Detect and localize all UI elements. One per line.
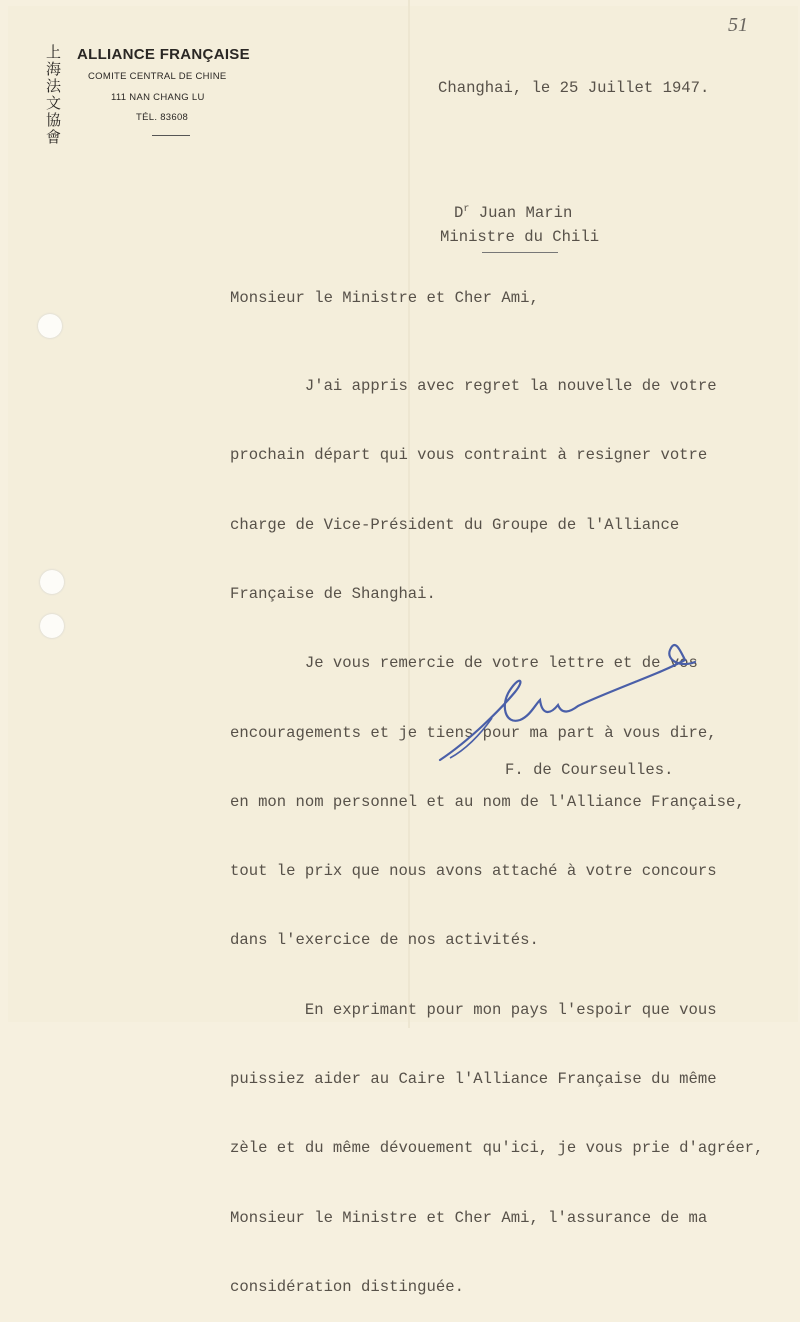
recipient-position: Ministre du Chili — [440, 228, 600, 246]
body-line: Française de Shanghai. — [230, 585, 436, 604]
page-number: 51 — [728, 14, 748, 36]
body-line: En exprimant pour mon pays l'espoir que vous — [230, 1000, 717, 1019]
body-line: prochain départ qui vous contraint à resigner votre — [230, 446, 708, 465]
chinese-char: 文 — [46, 94, 62, 112]
chinese-char: 協 — [46, 111, 62, 129]
signature-name: F. de Courseulles. — [505, 761, 674, 779]
recipient-name — [454, 204, 572, 222]
salutation: Monsieur le Ministre et Cher Ami, — [230, 289, 539, 307]
recipient-title-sup: r — [463, 204, 470, 215]
body-line: encouragements et je tiens pour ma part à vous dire, — [230, 723, 717, 742]
punch-hole — [38, 314, 62, 338]
letterhead-phone: TÉL. 83608 — [136, 112, 189, 123]
body-line: zèle et du même dévouement qu'ici, je vous prie d'agréer, — [230, 1139, 764, 1158]
chinese-char: 會 — [46, 128, 62, 146]
body-line: J'ai appris avec regret la nouvelle de votre — [230, 377, 717, 396]
body-line: Je vous remercie de votre lettre et de vos — [230, 654, 698, 673]
chinese-char: 法 — [46, 77, 62, 95]
letterhead-rule — [152, 135, 190, 136]
body-line: considération distinguée. — [230, 1277, 464, 1296]
body-line: tout le prix que nous avons attaché à votre concours — [230, 862, 717, 881]
handwritten-signature — [430, 630, 710, 770]
punch-hole — [40, 570, 64, 594]
letter-body — [230, 329, 763, 1322]
date-line: Changhai, le 25 Juillet 1947. — [438, 79, 710, 97]
chinese-char: 上 — [46, 43, 62, 61]
recipient-underline — [482, 252, 558, 253]
punch-hole — [40, 614, 64, 638]
recipient-name-text: Juan Marin — [469, 204, 573, 223]
letterhead-name: ALLIANCE FRANÇAISE — [77, 46, 250, 63]
body-line: Monsieur le Ministre et Cher Ami, l'assurance de ma — [230, 1208, 708, 1227]
body-line: dans l'exercice de nos activités. — [230, 931, 539, 950]
chinese-name-vertical — [46, 44, 66, 146]
letterhead-committee: COMITE CENTRAL DE CHINE — [88, 71, 227, 82]
recipient-title: D — [454, 204, 464, 223]
body-line: puissiez aider au Caire l'Alliance Française du même — [230, 1070, 717, 1088]
body-line: charge de Vice-Président du Groupe de l'Alliance — [230, 515, 680, 534]
body-line: en mon nom personnel et au nom de l'Alliance Française, — [230, 792, 745, 811]
letterhead-address: 111 NAN CHANG LU — [111, 92, 205, 103]
chinese-char: 海 — [46, 60, 62, 78]
